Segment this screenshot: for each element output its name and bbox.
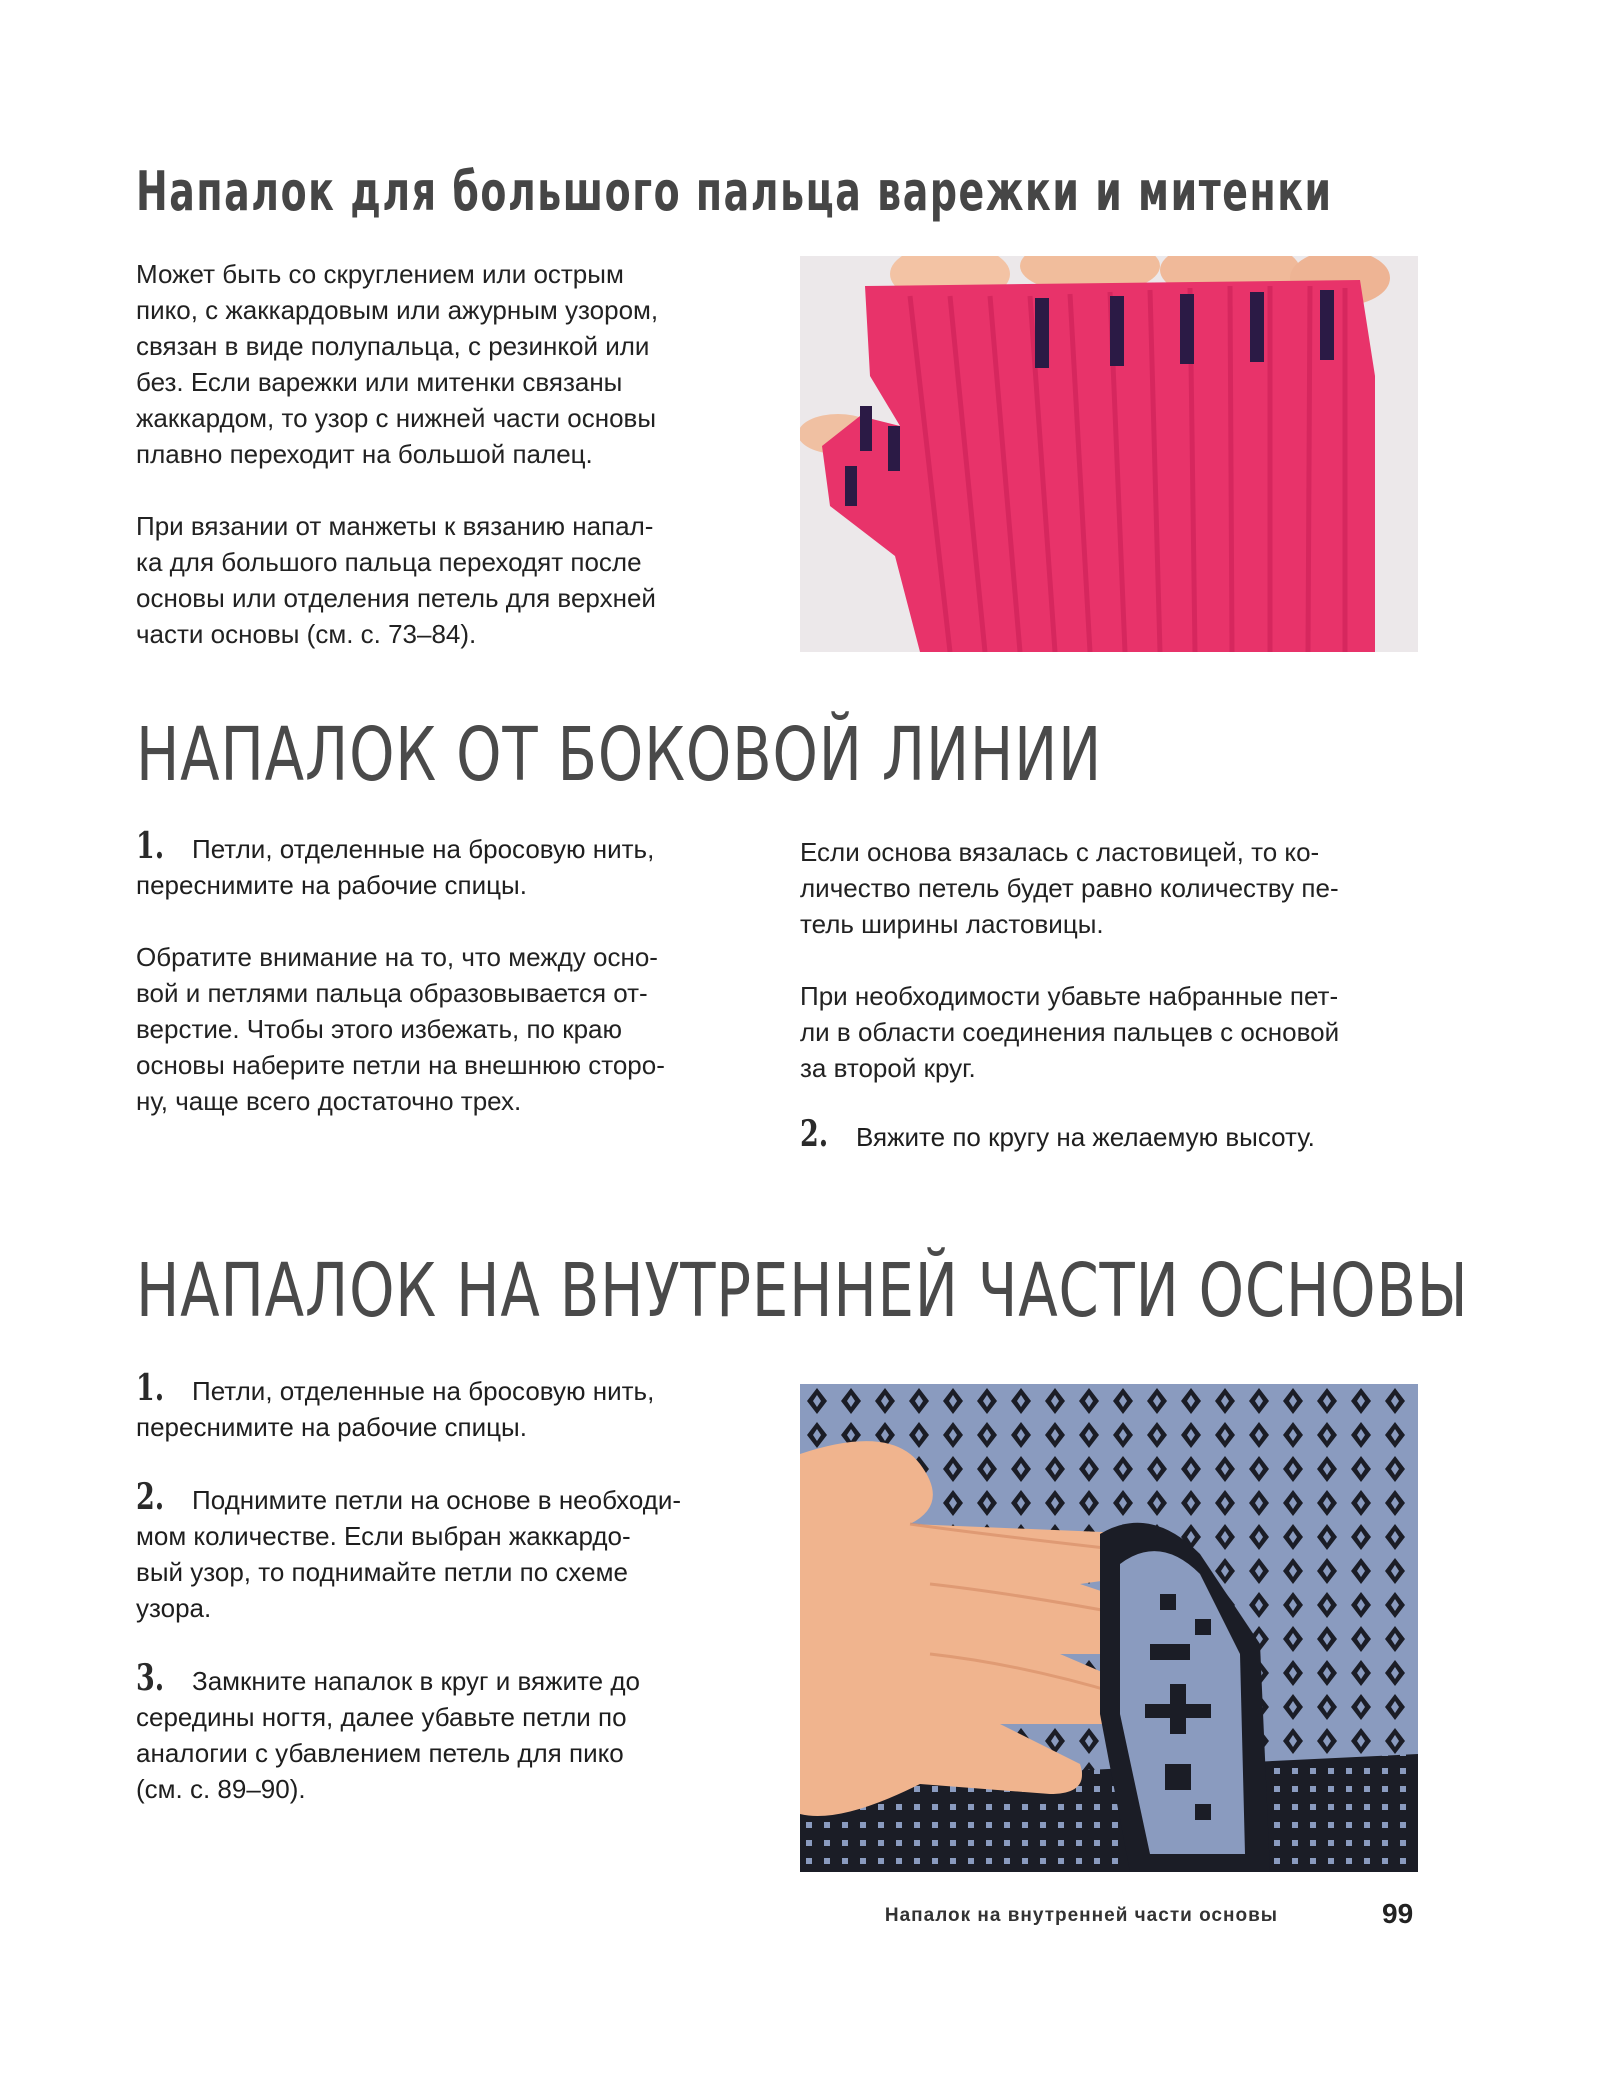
intro-text	[136, 256, 776, 652]
decrease-paragraph: При необходимости убавьте набранные пет- ли в области соединения пальцев с основой за второй круг.	[800, 981, 1340, 1083]
step-number: 2.	[800, 1113, 829, 1155]
step-number: 3.	[136, 1657, 165, 1699]
side-line-note: Обратите внимание на то, что между осно- вой и петлями пальца образовывается от- верстие. Чтобы этого избежать, по краю основы наберите петли на внешнюю сторо- ну, чаще всего достаточно трех.	[136, 942, 665, 1116]
step-2: 2. Поднимите петли на основе в необходи- мом количестве. Если выбран жаккардо- вый узор, то поднимайте петли по схеме узора.	[136, 1476, 682, 1623]
section-heading-inner-part: НАПАЛОК НА ВНУТРЕННЕЙ ЧАСТИ ОСНОВЫ	[136, 1248, 1469, 1334]
step-2: 2. Вяжите по кругу на желаемую высоту.	[800, 1113, 1315, 1155]
jacquard-mitten-illustration	[800, 1384, 1418, 1872]
section1-right-column	[800, 834, 1440, 1155]
page-title: Напалок для большого пальца варежки и митенки	[136, 160, 1333, 223]
step-1: 1. Петли, отделенные на бросовую нить, переснимите на рабочие спицы.	[136, 825, 655, 900]
page-number: 99	[1382, 1898, 1414, 1929]
pink-mitten-illustration	[800, 256, 1418, 652]
section2-steps	[136, 1367, 776, 1807]
mitten-photo	[800, 256, 1418, 652]
section1-left-column	[136, 825, 776, 1119]
intro-paragraph-2: При вязании от манжеты к вязанию напал- ка для большого пальца переходят после основы или отделения петель для верхней части основы (см. с. 73–84).	[136, 511, 656, 649]
running-title: Напалок на внутренней части основы	[884, 1905, 1278, 1926]
step-1: 1. Петли, отделенные на бросовую нить, переснимите на рабочие спицы.	[136, 1367, 655, 1442]
step-number: 2.	[136, 1476, 165, 1518]
section-heading-side-line: НАПАЛОК ОТ БОКОВОЙ ЛИНИИ	[136, 712, 1103, 798]
intro-paragraph-1: Может быть со скруглением или острым пико, с жаккардовым или ажурным узором, связан в виде полупальца, с резинкой или без. Если варежки или митенки связаны жаккардом, то узор с нижней части основы плавно переходит на большой палец.	[136, 259, 659, 469]
jacquard-photo	[800, 1384, 1418, 1872]
step-number: 1.	[136, 825, 165, 867]
gusset-paragraph: Если основа вязалась с ластовицей, то ко- личество петель будет равно количеству пе- тель ширины ластовицы.	[800, 837, 1339, 939]
step-number: 1.	[136, 1367, 165, 1409]
step-3: 3. Замкните напалок в круг и вяжите до середины ногтя, далее убавьте петли по аналогии с убавлением петель для пико (см. с. 89–90).	[136, 1657, 640, 1804]
